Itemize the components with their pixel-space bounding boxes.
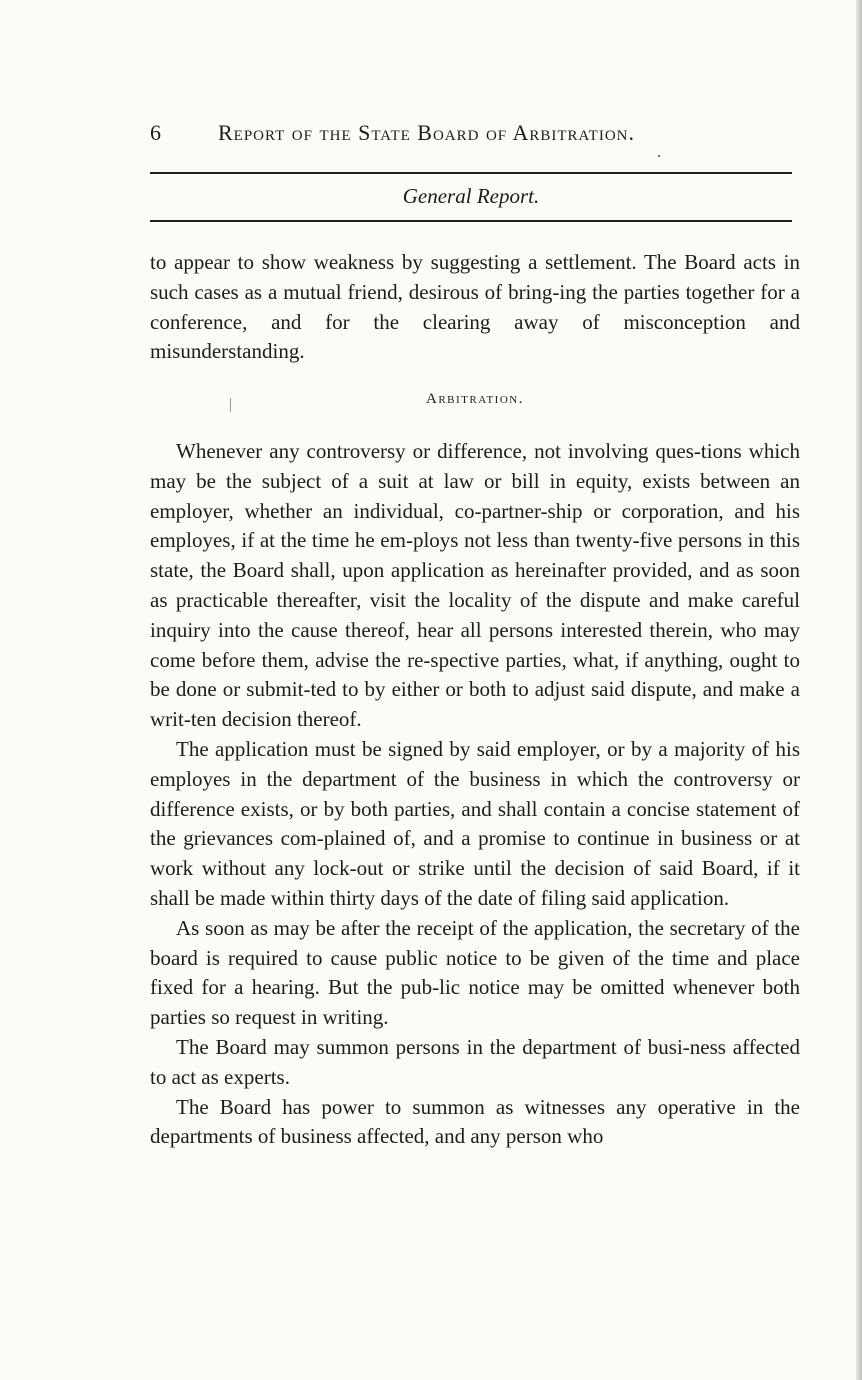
body-text [150,248,800,1152]
header-rule-bottom [150,220,792,222]
paragraph: The application must be signed by said employer, or by a majority of his employes in the department of the business in which the controversy or difference exists, or by both parties, and shall contain a concise statement of the grievances com-plained of, and a promise to continue in business or at work without any lock-out or strike until the decision of said Board, if it shall be made within thirty days of the date of filing said application. [150,736,800,910]
page-header [150,120,800,150]
section-heading: General Report. [402,184,540,208]
paragraph: The Board has power to summon as witnesses any operative in the departments of business affected, and any person who [150,1094,800,1149]
subheading-arbitration: Arbitration. [426,391,524,408]
paragraph: to appear to show weakness by suggesting a settlement. The Board acts in such cases as a mutual friend, desirous of bring-ing the parties together for a conference, and for the clearing away of misconception and misunderstanding. [150,250,800,364]
paragraph: The Board may summon persons in the department of busi-ness affected to act as experts. [150,1034,800,1089]
print-speck [658,155,660,157]
header-rule-top [150,172,792,174]
page-number: 6 [150,120,162,145]
page-edge-shadow [856,0,862,1380]
paragraph: Whenever any controversy or difference, not involving ques-tions which may be the subject of a suit at law or bill in equity, exists between an employer, whether an individual, co-partner-ship or corporation, and his employes, if at the time he em-ploys not less than twenty-five persons in this state, the Board shall, upon application as hereinafter provided, and as soon as practicable thereafter, visit the locality of the dispute and make careful inquiry into the cause thereof, hear all persons interested therein, who may come before them, advise the re-spective parties, what, if anything, ought to be done or submit-ted to by either or both to adjust said dispute, and make a writ-ten decision thereof. [150,438,800,732]
running-title: Report of the State Board of Arbitration. [218,120,635,145]
paragraph: As soon as may be after the receipt of the application, the secretary of the board is required to cause public notice to be given of the time and place fixed for a hearing. But the pub-lic notice may be omitted whenever both parties so request in writing. [150,915,800,1030]
